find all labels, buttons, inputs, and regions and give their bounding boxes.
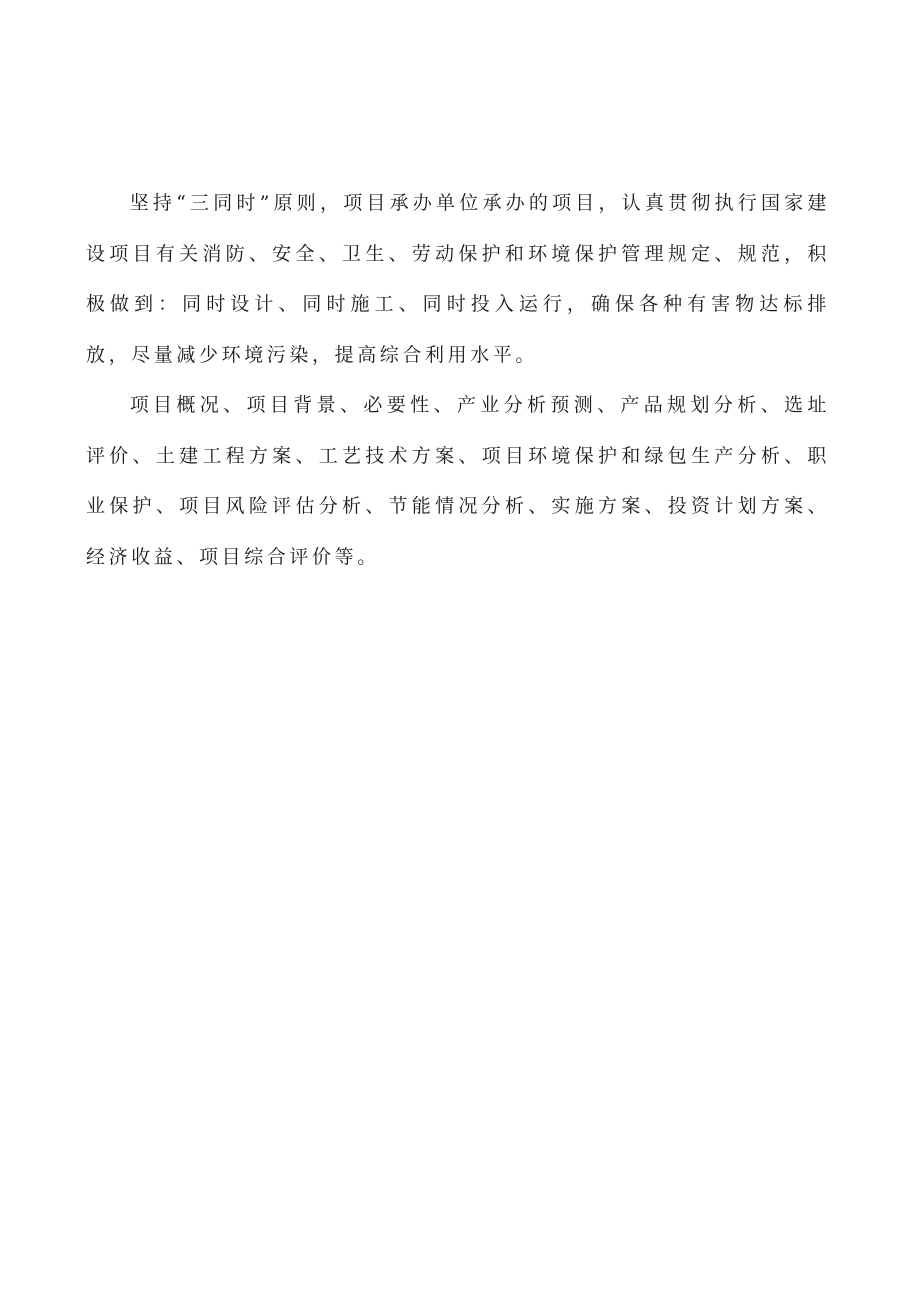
paragraph-report-contents: 项目概况、项目背景、必要性、产业分析预测、产品规划分析、选址评价、土建工程方案、工艺技术方案、项目环境保护和绿包生产分析、职业保护、项目风险评估分析、节能情况分析、实施方案、投资计划方案、经济收益、项目综合评价等。 bbox=[86, 394, 830, 568]
document-body bbox=[86, 178, 830, 582]
paragraph-three-simultaneous-principle: 坚持“三同时”原则，项目承办单位承办的项目，认真贯彻执行国家建设项目有关消防、安全、卫生、劳动保护和环境保护管理规定、规范，积极做到：同时设计、同时施工、同时投入运行，确保各种有害物达标排放，尽量减少环境污染，提高综合利用水平。 bbox=[86, 192, 830, 366]
